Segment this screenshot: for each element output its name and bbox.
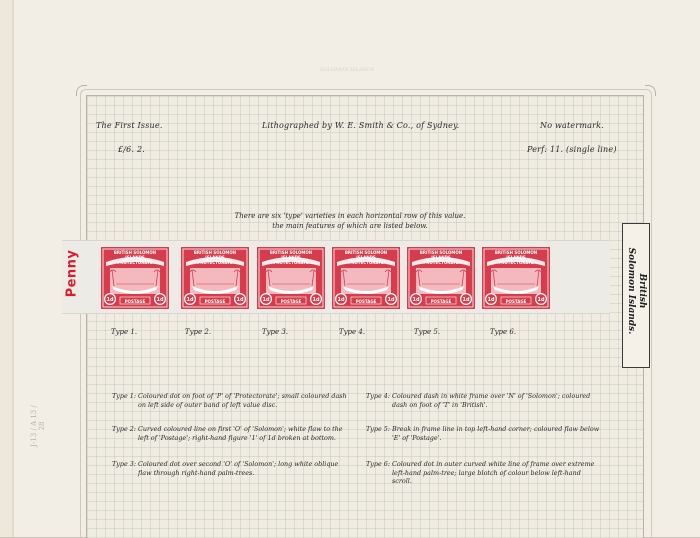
value-left: 1d [337,297,345,303]
value-right: 1d [537,297,545,303]
stamp-postage-label: POSTAGE [505,299,527,304]
stamp-type-6 [481,246,551,310]
stamp-inscription-line-1: BRITISH SOLOMON ISLANDS [193,250,237,260]
type-label-1: Type 1. [110,328,138,336]
type-label-3: Type 3. [261,328,289,336]
stamp-postage-label: POSTAGE [280,299,302,304]
type-note-4 [366,392,606,422]
stamp-inscription-line-2: PROTECTORATE [498,260,534,265]
value-left: 1d [412,297,420,303]
stamp-type-5 [406,246,476,310]
perforation-heading: Perf: 11. (single line) [527,145,617,154]
type-note-text: Coloured dash in white frame over 'N' of 'Solomon'; coloured dash on foot of 'T' in 'British'. [392,392,591,409]
value-heading: £/6. 2. [118,145,145,154]
stamp-postage-label: POSTAGE [204,299,226,304]
stamp-inscription-line-1: BRITISH SOLOMON ISLANDS [419,250,463,260]
faint-page-header: SOLOMON ISLANDS [320,67,375,73]
type-note-label: Type 5: [366,425,390,433]
stamp-inscription [185,250,245,265]
value-right: 1d [236,297,244,303]
pencil-annotation [30,404,46,447]
intro-line-1: There are six 'type' varieties in each horizontal row of this value. [234,212,466,220]
stamp-postage-label: POSTAGE [124,299,146,304]
stamp-inscription [411,250,471,265]
issue-heading: The First Issue. [96,121,163,130]
stamp-type-1 [100,246,170,310]
selvage-text: Penny [64,249,80,298]
type-label-4: Type 4. [338,328,366,336]
type-label-5: Type 5. [413,328,441,336]
stamp-inscription [486,250,546,265]
stamp-type-4 [331,246,401,310]
intro-text [200,211,500,231]
stamp-inscription-line-2: PROTECTORATE [423,260,459,265]
type-note-label: Type 2: [112,425,136,433]
type-note-text: Curved coloured line on first 'O' of 'Solomon'; white flaw to the left of 'Postage'; right-hand figure '1' of 1d broken at bottom. [138,425,343,442]
type-note-text: Break in frame line in top left-hand corner; coloured flaw below 'E' of 'Postage'. [392,425,600,442]
stamp-inscription-line-1: BRITISH SOLOMON ISLANDS [269,250,313,260]
stamp-inscription [261,250,321,265]
stamp-inscription-line-1: BRITISH SOLOMON ISLANDS [344,250,388,260]
value-left: 1d [487,297,495,303]
country-line-1: British [637,273,647,309]
stamp-inscription-line-1: BRITISH SOLOMON ISLANDS [494,250,538,260]
stamp-postage-label: POSTAGE [430,299,452,304]
type-note-3 [112,460,352,490]
stamp-inscription-line-2: PROTECTORATE [348,260,384,265]
value-left: 1d [186,297,194,303]
stamp-inscription [105,250,165,265]
country-side-panel [622,223,650,368]
type-note-label: Type 4: [366,392,390,400]
stamp-inscription-line-2: PROTECTORATE [197,260,233,265]
type-note-label: Type 1: [112,392,136,400]
type-note-2 [112,425,352,455]
country-name [625,224,647,358]
intro-line-2: the main features of which are listed below. [272,222,428,230]
type-note-text: Coloured dot in outer curved white line of frame over extreme left-hand palm-tree; large blotch of colour below left-hand scroll. [392,460,595,486]
type-note-text: Coloured dot over second 'O' of 'Solomon'; long white oblique flaw through right-hand palm-trees. [138,460,339,477]
country-line-2: Solomon Islands. [626,247,636,335]
value-right: 1d [387,297,395,303]
value-right: 1d [462,297,470,303]
stamp-type-3 [256,246,326,310]
value-left: 1d [106,297,114,303]
type-note-5 [366,425,606,455]
value-right: 1d [156,297,164,303]
type-label-6: Type 6. [489,328,517,336]
stamp-inscription-line-2: PROTECTORATE [117,260,153,265]
printer-heading: Lithographed by W. E. Smith & Co., of Sydney. [262,121,460,130]
watermark-heading: No watermark. [540,121,604,130]
value-right: 1d [312,297,320,303]
selvage-penny-label [62,244,80,306]
stamp-postage-label: POSTAGE [355,299,377,304]
type-note-text: Coloured dot on foot of 'P' of 'Protectorate'; small coloured dash on left side of outer band of left value disc. [138,392,347,409]
pencil-text: J-13 / A 13 / 28 [30,405,46,447]
value-left: 1d [262,297,270,303]
stamp-inscription-line-1: BRITISH SOLOMON ISLANDS [113,250,157,260]
type-note-6 [366,460,606,490]
type-note-label: Type 3: [112,460,136,468]
stamp-inscription-line-2: PROTECTORATE [273,260,309,265]
stamp-inscription [336,250,396,265]
stamp-type-2 [180,246,250,310]
type-label-2: Type 2. [184,328,212,336]
type-note-1 [112,392,352,422]
type-note-label: Type 6: [366,460,390,468]
